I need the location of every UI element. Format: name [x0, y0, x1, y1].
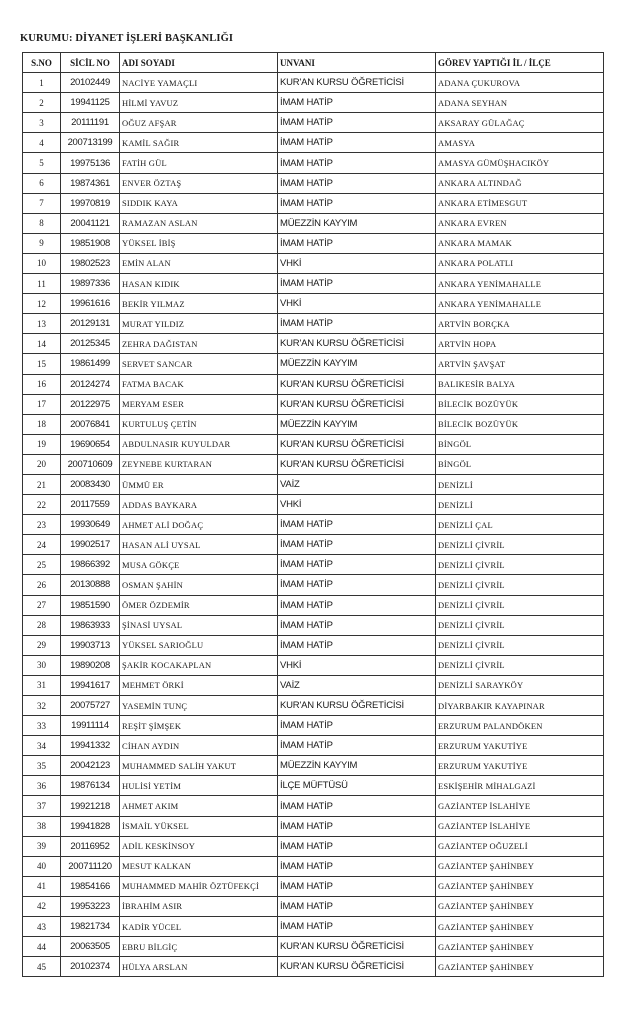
- cell-adi-soyadi: ADİL KESKİNSOY: [120, 836, 278, 856]
- cell-adi-soyadi: YÜKSEL SARIOĞLU: [120, 635, 278, 655]
- cell-sicil-no: 19821734: [61, 917, 120, 937]
- table-row: [23, 736, 604, 756]
- cell-unvani: İMAM HATİP: [278, 615, 436, 635]
- cell-unvani: KUR'AN KURSU ÖĞRETİCİSİ: [278, 394, 436, 414]
- cell-sicil-no: 20117559: [61, 495, 120, 515]
- cell-sicil-no: 19874361: [61, 173, 120, 193]
- cell-sicil-no: 19802523: [61, 253, 120, 273]
- table-row: [23, 896, 604, 916]
- table-row: [23, 314, 604, 334]
- table-row: [23, 274, 604, 294]
- cell-gorev-yeri: AMASYA: [436, 133, 604, 153]
- cell-gorev-yeri: ARTVİN HOPA: [436, 334, 604, 354]
- table-row: [23, 495, 604, 515]
- cell-adi-soyadi: ABDULNASIR KUYULDAR: [120, 434, 278, 454]
- cell-sicil-no: 20102374: [61, 957, 120, 977]
- cell-gorev-yeri: DENİZLİ: [436, 474, 604, 494]
- cell-sicil-no: 19941828: [61, 816, 120, 836]
- table-row: [23, 756, 604, 776]
- cell-unvani: KUR'AN KURSU ÖĞRETİCİSİ: [278, 374, 436, 394]
- document-title: KURUMU: DİYANET İŞLERİ BAŞKANLIĞI: [20, 33, 234, 44]
- cell-adi-soyadi: OSMAN ŞAHİN: [120, 575, 278, 595]
- cell-sicil-no: 19897336: [61, 274, 120, 294]
- cell-gorev-yeri: GAZİANTEP ŞAHİNBEY: [436, 876, 604, 896]
- table-row: [23, 836, 604, 856]
- cell-sicil-no: 19903713: [61, 635, 120, 655]
- cell-adi-soyadi: RAMAZAN ASLAN: [120, 213, 278, 233]
- cell-sno: 12: [23, 294, 61, 314]
- cell-sicil-no: 20102449: [61, 73, 120, 93]
- cell-gorev-yeri: ADANA ÇUKUROVA: [436, 73, 604, 93]
- cell-adi-soyadi: CİHAN AYDIN: [120, 736, 278, 756]
- cell-gorev-yeri: ERZURUM YAKUTİYE: [436, 756, 604, 776]
- cell-sno: 25: [23, 555, 61, 575]
- cell-sicil-no: 20125345: [61, 334, 120, 354]
- cell-unvani: VHKİ: [278, 294, 436, 314]
- table-row: [23, 655, 604, 675]
- cell-gorev-yeri: ANKARA MAMAK: [436, 233, 604, 253]
- cell-gorev-yeri: GAZİANTEP İSLAHİYE: [436, 796, 604, 816]
- cell-gorev-yeri: GAZİANTEP OĞUZELİ: [436, 836, 604, 856]
- cell-adi-soyadi: FATMA BACAK: [120, 374, 278, 394]
- cell-gorev-yeri: DENİZLİ ÇİVRİL: [436, 595, 604, 615]
- cell-sicil-no: 20076841: [61, 414, 120, 434]
- cell-gorev-yeri: GAZİANTEP ŞAHİNBEY: [436, 917, 604, 937]
- cell-adi-soyadi: AHMET AKIM: [120, 796, 278, 816]
- table-row: [23, 73, 604, 93]
- cell-gorev-yeri: DENİZLİ ÇİVRİL: [436, 655, 604, 675]
- table-row: [23, 294, 604, 314]
- cell-sno: 5: [23, 153, 61, 173]
- table-row: [23, 615, 604, 635]
- cell-gorev-yeri: ERZURUM PALANDÖKEN: [436, 716, 604, 736]
- cell-unvani: MÜEZZİN KAYYIM: [278, 414, 436, 434]
- cell-sno: 20: [23, 454, 61, 474]
- cell-unvani: İMAM HATİP: [278, 896, 436, 916]
- cell-sno: 9: [23, 233, 61, 253]
- cell-sicil-no: 200710609: [61, 454, 120, 474]
- cell-adi-soyadi: HASAN KIDIK: [120, 274, 278, 294]
- cell-gorev-yeri: DENİZLİ: [436, 495, 604, 515]
- cell-adi-soyadi: KURTULUŞ ÇETİN: [120, 414, 278, 434]
- cell-unvani: İMAM HATİP: [278, 856, 436, 876]
- cell-unvani: KUR'AN KURSU ÖĞRETİCİSİ: [278, 434, 436, 454]
- cell-unvani: İMAM HATİP: [278, 796, 436, 816]
- table-row: [23, 796, 604, 816]
- cell-adi-soyadi: MERYAM ESER: [120, 394, 278, 414]
- header-sno: S.NO: [23, 53, 61, 73]
- cell-sicil-no: 19851590: [61, 595, 120, 615]
- cell-gorev-yeri: ANKARA POLATLI: [436, 253, 604, 273]
- cell-gorev-yeri: BALIKESİR BALYA: [436, 374, 604, 394]
- cell-sno: 1: [23, 73, 61, 93]
- cell-gorev-yeri: AKSARAY GÜLAĞAÇ: [436, 113, 604, 133]
- cell-sicil-no: 19953223: [61, 896, 120, 916]
- cell-sicil-no: 19876134: [61, 776, 120, 796]
- cell-gorev-yeri: ANKARA YENİMAHALLE: [436, 294, 604, 314]
- cell-sno: 22: [23, 495, 61, 515]
- cell-gorev-yeri: DENİZLİ SARAYKÖY: [436, 675, 604, 695]
- cell-unvani: VHKİ: [278, 655, 436, 675]
- cell-adi-soyadi: NACİYE YAMAÇLI: [120, 73, 278, 93]
- cell-sicil-no: 20083430: [61, 474, 120, 494]
- cell-gorev-yeri: BİLECİK BOZÜYÜK: [436, 394, 604, 414]
- cell-sicil-no: 20111191: [61, 113, 120, 133]
- cell-unvani: VHKİ: [278, 495, 436, 515]
- cell-sno: 42: [23, 896, 61, 916]
- table-row: [23, 213, 604, 233]
- cell-sicil-no: 19854166: [61, 876, 120, 896]
- cell-adi-soyadi: EBRU BİLGİÇ: [120, 937, 278, 957]
- cell-sicil-no: 19930649: [61, 515, 120, 535]
- cell-sicil-no: 19861499: [61, 354, 120, 374]
- cell-sno: 39: [23, 836, 61, 856]
- cell-sicil-no: 19890208: [61, 655, 120, 675]
- cell-sno: 4: [23, 133, 61, 153]
- cell-adi-soyadi: MUHAMMED MAHİR ÖZTÜFEKÇİ: [120, 876, 278, 896]
- cell-adi-soyadi: OĞUZ AFŞAR: [120, 113, 278, 133]
- table-row: [23, 856, 604, 876]
- table-row: [23, 354, 604, 374]
- cell-gorev-yeri: ANKARA YENİMAHALLE: [436, 274, 604, 294]
- table-row: [23, 253, 604, 273]
- cell-sicil-no: 20042123: [61, 756, 120, 776]
- cell-sno: 28: [23, 615, 61, 635]
- cell-unvani: İMAM HATİP: [278, 716, 436, 736]
- cell-adi-soyadi: AHMET ALİ DOĞAÇ: [120, 515, 278, 535]
- cell-sicil-no: 19975136: [61, 153, 120, 173]
- cell-unvani: İMAM HATİP: [278, 555, 436, 575]
- cell-sno: 26: [23, 575, 61, 595]
- cell-adi-soyadi: YÜKSEL İBİŞ: [120, 233, 278, 253]
- cell-sicil-no: 19941332: [61, 736, 120, 756]
- cell-adi-soyadi: ZEYNEBE KURTARAN: [120, 454, 278, 474]
- table-row: [23, 675, 604, 695]
- cell-sno: 35: [23, 756, 61, 776]
- table-row: [23, 193, 604, 213]
- cell-unvani: İMAM HATİP: [278, 836, 436, 856]
- cell-gorev-yeri: DENİZLİ ÇİVRİL: [436, 615, 604, 635]
- cell-unvani: İMAM HATİP: [278, 575, 436, 595]
- cell-unvani: KUR'AN KURSU ÖĞRETİCİSİ: [278, 334, 436, 354]
- cell-sno: 38: [23, 816, 61, 836]
- cell-unvani: KUR'AN KURSU ÖĞRETİCİSİ: [278, 454, 436, 474]
- cell-gorev-yeri: ANKARA ETİMESGUT: [436, 193, 604, 213]
- cell-unvani: İMAM HATİP: [278, 595, 436, 615]
- cell-unvani: İMAM HATİP: [278, 193, 436, 213]
- cell-adi-soyadi: İSMAİL YÜKSEL: [120, 816, 278, 836]
- cell-unvani: KUR'AN KURSU ÖĞRETİCİSİ: [278, 73, 436, 93]
- cell-gorev-yeri: GAZİANTEP ŞAHİNBEY: [436, 937, 604, 957]
- table-row: [23, 394, 604, 414]
- cell-sicil-no: 20075727: [61, 696, 120, 716]
- header-adi-soyadi: ADI SOYADI: [120, 53, 278, 73]
- table-row: [23, 816, 604, 836]
- cell-unvani: VAİZ: [278, 675, 436, 695]
- cell-gorev-yeri: AMASYA GÜMÜŞHACIKÖY: [436, 153, 604, 173]
- cell-gorev-yeri: ANKARA EVREN: [436, 213, 604, 233]
- cell-sno: 24: [23, 535, 61, 555]
- table-header-row: [23, 53, 604, 73]
- cell-gorev-yeri: DENİZLİ ÇİVRİL: [436, 635, 604, 655]
- cell-sicil-no: 200713199: [61, 133, 120, 153]
- cell-adi-soyadi: MUSA GÖKÇE: [120, 555, 278, 575]
- cell-unvani: İMAM HATİP: [278, 515, 436, 535]
- cell-adi-soyadi: ÜMMÜ ER: [120, 474, 278, 494]
- cell-gorev-yeri: GAZİANTEP ŞAHİNBEY: [436, 896, 604, 916]
- cell-sno: 8: [23, 213, 61, 233]
- cell-sno: 10: [23, 253, 61, 273]
- table-row: [23, 555, 604, 575]
- cell-gorev-yeri: DENİZLİ ÇİVRİL: [436, 555, 604, 575]
- cell-adi-soyadi: HÜLYA ARSLAN: [120, 957, 278, 977]
- cell-unvani: KUR'AN KURSU ÖĞRETİCİSİ: [278, 696, 436, 716]
- cell-sicil-no: 19866392: [61, 555, 120, 575]
- cell-sicil-no: 20041121: [61, 213, 120, 233]
- table-row: [23, 776, 604, 796]
- header-gorev-yeri: GÖREV YAPTIĞI İL / İLÇE: [436, 53, 604, 73]
- cell-gorev-yeri: DENİZLİ ÇAL: [436, 515, 604, 535]
- cell-sicil-no: 19921218: [61, 796, 120, 816]
- cell-gorev-yeri: BİNGÖL: [436, 434, 604, 454]
- header-unvani: UNVANI: [278, 53, 436, 73]
- cell-sno: 11: [23, 274, 61, 294]
- cell-sno: 41: [23, 876, 61, 896]
- cell-sicil-no: 19863933: [61, 615, 120, 635]
- table-row: [23, 696, 604, 716]
- cell-gorev-yeri: ARTVİN ŞAVŞAT: [436, 354, 604, 374]
- cell-unvani: İMAM HATİP: [278, 93, 436, 113]
- cell-sno: 19: [23, 434, 61, 454]
- cell-gorev-yeri: ARTVİN BORÇKA: [436, 314, 604, 334]
- table-row: [23, 917, 604, 937]
- cell-sno: 36: [23, 776, 61, 796]
- cell-sno: 6: [23, 173, 61, 193]
- cell-adi-soyadi: MEHMET ÖRKİ: [120, 675, 278, 695]
- cell-adi-soyadi: BEKİR YILMAZ: [120, 294, 278, 314]
- table-row: [23, 937, 604, 957]
- cell-sicil-no: 20063505: [61, 937, 120, 957]
- cell-adi-soyadi: EMİN ALAN: [120, 253, 278, 273]
- cell-unvani: İMAM HATİP: [278, 535, 436, 555]
- table-row: [23, 153, 604, 173]
- table-row: [23, 113, 604, 133]
- cell-unvani: VAİZ: [278, 474, 436, 494]
- cell-adi-soyadi: FATİH GÜL: [120, 153, 278, 173]
- cell-sicil-no: 200711120: [61, 856, 120, 876]
- cell-sno: 7: [23, 193, 61, 213]
- header-sicil-no: SİCİL NO: [61, 53, 120, 73]
- cell-adi-soyadi: HULİSİ YETİM: [120, 776, 278, 796]
- cell-unvani: İMAM HATİP: [278, 133, 436, 153]
- cell-sicil-no: 19851908: [61, 233, 120, 253]
- cell-sicil-no: 19902517: [61, 535, 120, 555]
- cell-sno: 17: [23, 394, 61, 414]
- cell-unvani: İMAM HATİP: [278, 173, 436, 193]
- cell-sno: 29: [23, 635, 61, 655]
- table-row: [23, 414, 604, 434]
- table-row: [23, 716, 604, 736]
- cell-sicil-no: 20130888: [61, 575, 120, 595]
- cell-adi-soyadi: KAMİL SAĞIR: [120, 133, 278, 153]
- cell-adi-soyadi: KADİR YÜCEL: [120, 917, 278, 937]
- cell-gorev-yeri: GAZİANTEP İSLAHİYE: [436, 816, 604, 836]
- cell-sno: 3: [23, 113, 61, 133]
- cell-adi-soyadi: SERVET SANCAR: [120, 354, 278, 374]
- cell-adi-soyadi: MURAT YILDIZ: [120, 314, 278, 334]
- cell-sicil-no: 19911114: [61, 716, 120, 736]
- cell-sicil-no: 20129131: [61, 314, 120, 334]
- cell-sno: 15: [23, 354, 61, 374]
- cell-sicil-no: 19690654: [61, 434, 120, 454]
- cell-adi-soyadi: ŞİNASİ UYSAL: [120, 615, 278, 635]
- table-row: [23, 474, 604, 494]
- cell-sicil-no: 19961616: [61, 294, 120, 314]
- cell-unvani: KUR'AN KURSU ÖĞRETİCİSİ: [278, 937, 436, 957]
- cell-adi-soyadi: MUHAMMED SALİH YAKUT: [120, 756, 278, 776]
- cell-sicil-no: 19970819: [61, 193, 120, 213]
- cell-unvani: İMAM HATİP: [278, 113, 436, 133]
- table-row: [23, 233, 604, 253]
- table-row: [23, 575, 604, 595]
- cell-unvani: İMAM HATİP: [278, 153, 436, 173]
- cell-adi-soyadi: SIDDIK KAYA: [120, 193, 278, 213]
- table-row: [23, 635, 604, 655]
- cell-unvani: MÜEZZİN KAYYIM: [278, 354, 436, 374]
- cell-unvani: İMAM HATİP: [278, 314, 436, 334]
- cell-sno: 37: [23, 796, 61, 816]
- cell-unvani: MÜEZZİN KAYYIM: [278, 213, 436, 233]
- cell-unvani: VHKİ: [278, 253, 436, 273]
- cell-gorev-yeri: DENİZLİ ÇİVRİL: [436, 575, 604, 595]
- cell-gorev-yeri: ESKİŞEHİR MİHALGAZİ: [436, 776, 604, 796]
- table-row: [23, 535, 604, 555]
- cell-adi-soyadi: İBRAHİM ASIR: [120, 896, 278, 916]
- cell-sno: 13: [23, 314, 61, 334]
- cell-unvani: MÜEZZİN KAYYIM: [278, 756, 436, 776]
- cell-unvani: İMAM HATİP: [278, 736, 436, 756]
- cell-sno: 32: [23, 696, 61, 716]
- table-row: [23, 515, 604, 535]
- cell-adi-soyadi: HİLMİ YAVUZ: [120, 93, 278, 113]
- cell-sicil-no: 20122975: [61, 394, 120, 414]
- cell-adi-soyadi: HASAN ALİ UYSAL: [120, 535, 278, 555]
- table-row: [23, 93, 604, 113]
- cell-unvani: İLÇE MÜFTÜSÜ: [278, 776, 436, 796]
- cell-sno: 30: [23, 655, 61, 675]
- cell-gorev-yeri: DENİZLİ ÇİVRİL: [436, 535, 604, 555]
- cell-sno: 45: [23, 957, 61, 977]
- table-row: [23, 434, 604, 454]
- table-row: [23, 334, 604, 354]
- table-row: [23, 595, 604, 615]
- cell-gorev-yeri: GAZİANTEP ŞAHİNBEY: [436, 957, 604, 977]
- cell-adi-soyadi: ŞAKİR KOCAKAPLAN: [120, 655, 278, 675]
- table-row: [23, 133, 604, 153]
- cell-unvani: KUR'AN KURSU ÖĞRETİCİSİ: [278, 957, 436, 977]
- cell-sno: 27: [23, 595, 61, 615]
- cell-sno: 14: [23, 334, 61, 354]
- cell-sno: 23: [23, 515, 61, 535]
- cell-sno: 34: [23, 736, 61, 756]
- cell-unvani: İMAM HATİP: [278, 876, 436, 896]
- cell-sno: 31: [23, 675, 61, 695]
- table-row: [23, 454, 604, 474]
- cell-unvani: İMAM HATİP: [278, 917, 436, 937]
- cell-unvani: İMAM HATİP: [278, 816, 436, 836]
- cell-sno: 21: [23, 474, 61, 494]
- cell-adi-soyadi: ÖMER ÖZDEMİR: [120, 595, 278, 615]
- cell-sno: 43: [23, 917, 61, 937]
- cell-adi-soyadi: MESUT KALKAN: [120, 856, 278, 876]
- personnel-table: [22, 52, 604, 977]
- table-row: [23, 876, 604, 896]
- cell-gorev-yeri: ERZURUM YAKUTİYE: [436, 736, 604, 756]
- cell-sno: 16: [23, 374, 61, 394]
- cell-sicil-no: 19941125: [61, 93, 120, 113]
- cell-gorev-yeri: DİYARBAKIR KAYAPINAR: [436, 696, 604, 716]
- cell-sno: 40: [23, 856, 61, 876]
- cell-gorev-yeri: ANKARA ALTINDAĞ: [436, 173, 604, 193]
- cell-adi-soyadi: ADDAS BAYKARA: [120, 495, 278, 515]
- table-body: [23, 73, 604, 977]
- cell-sno: 44: [23, 937, 61, 957]
- cell-adi-soyadi: ENVER ÖZTAŞ: [120, 173, 278, 193]
- cell-unvani: İMAM HATİP: [278, 274, 436, 294]
- cell-sicil-no: 20116952: [61, 836, 120, 856]
- table-row: [23, 173, 604, 193]
- cell-gorev-yeri: BİNGÖL: [436, 454, 604, 474]
- cell-gorev-yeri: ADANA SEYHAN: [436, 93, 604, 113]
- cell-sno: 33: [23, 716, 61, 736]
- cell-adi-soyadi: YASEMİN TUNÇ: [120, 696, 278, 716]
- cell-sno: 2: [23, 93, 61, 113]
- table-row: [23, 957, 604, 977]
- cell-sno: 18: [23, 414, 61, 434]
- cell-adi-soyadi: REŞİT ŞİMŞEK: [120, 716, 278, 736]
- cell-adi-soyadi: ZEHRA DAĞISTAN: [120, 334, 278, 354]
- cell-sicil-no: 20124274: [61, 374, 120, 394]
- cell-gorev-yeri: GAZİANTEP ŞAHİNBEY: [436, 856, 604, 876]
- cell-sicil-no: 19941617: [61, 675, 120, 695]
- cell-unvani: İMAM HATİP: [278, 233, 436, 253]
- table-row: [23, 374, 604, 394]
- cell-gorev-yeri: BİLECİK BOZÜYÜK: [436, 414, 604, 434]
- cell-unvani: İMAM HATİP: [278, 635, 436, 655]
